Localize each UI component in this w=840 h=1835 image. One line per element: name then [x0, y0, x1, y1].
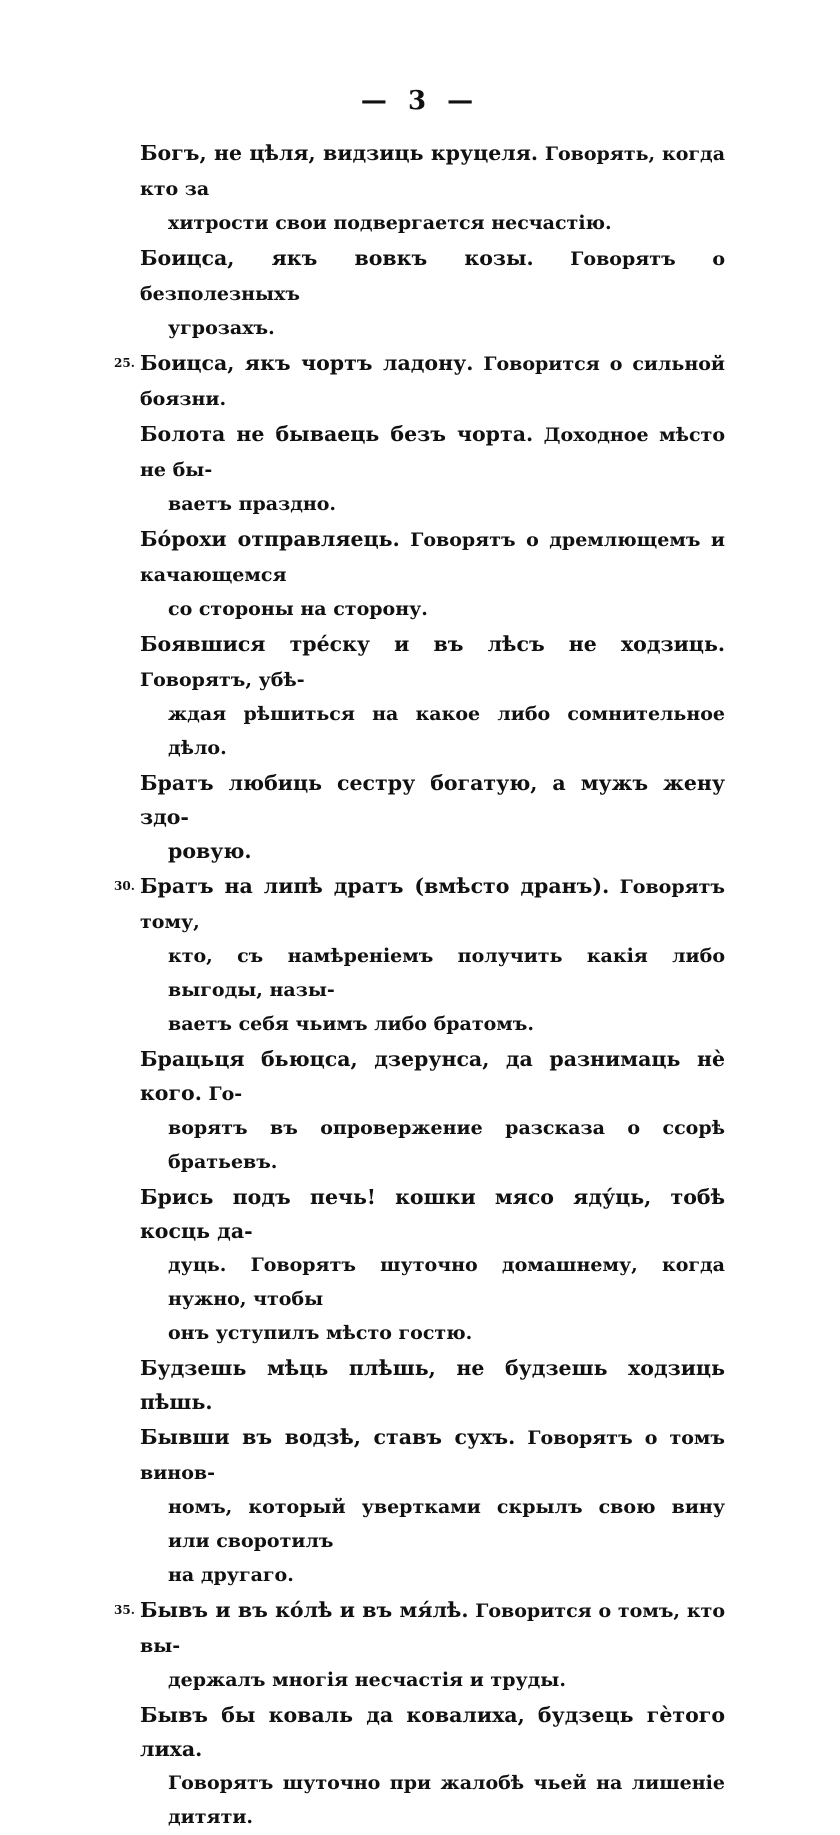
entry-number: 35. [114, 1603, 135, 1617]
proverb-text: Брись подъ печь! кошки мясо яду́ць, тобѣ косць да- [140, 1185, 725, 1243]
explanation-continuation: со стороны на сторону. [168, 598, 428, 620]
proverb-list [114, 136, 726, 1835]
proverb-continuation: ровую. [168, 839, 252, 863]
proverb-text: Боицса, якъ вовкъ козы. [140, 246, 534, 270]
entry-number: 25. [114, 356, 135, 370]
list-item [140, 241, 725, 345]
list-item [114, 346, 725, 416]
list-item [140, 1351, 725, 1419]
proverb-text: Бо́рохи отправляець. [140, 527, 400, 551]
explanation-continuation: номъ, который увертками скрылъ свою вину или своротилъ [168, 1496, 725, 1552]
explanation-text: Говорится о томъ, кто вы- [140, 1600, 725, 1657]
explanation-continuation: ваетъ праздно. [168, 493, 337, 515]
list-item [140, 1180, 725, 1350]
proverb-text: Боицса, якъ чортъ ладону. [140, 351, 474, 375]
list-item [140, 522, 725, 626]
explanation-continuation: угрозахъ. [168, 317, 275, 339]
explanation-text: Говорятъ о дремлющемъ и качающемся [140, 529, 725, 586]
list-item [140, 136, 725, 240]
list-item [140, 1698, 725, 1834]
proverb-text: Боявшися тре́ску и въ лѣсъ не ходзиць. [140, 632, 725, 656]
explanation-text: Говорятъ тому, [140, 876, 725, 933]
proverb-text: Братъ на липѣ дратъ (вмѣсто дранъ). [140, 874, 610, 898]
explanation-continuation: онъ уступилъ мѣсто гостю. [168, 1322, 473, 1344]
proverb-text: Бывъ бы коваль да ковалиха, будзець гѐтого лиха. [140, 1703, 725, 1761]
proverb-text: Бывши въ водзѣ, ставъ сухъ. [140, 1425, 516, 1449]
explanation-text: Говорятъ о безполезныхъ [140, 248, 725, 305]
explanation-text: Говорится о сильной боязни. [140, 353, 725, 410]
explanation-continuation: ждая рѣшиться на какое либо сомнительное дѣло. [168, 703, 725, 759]
explanation-continuation: хитрости свои подвергается несчастію. [168, 212, 612, 234]
explanation-continuation: держалъ многія несчастія и труды. [168, 1669, 566, 1691]
list-item [140, 627, 725, 765]
explanation-continuation: кто, съ намѣреніемъ получить какія либо выгоды, назы- [168, 945, 725, 1001]
explanation-text: Говорятъ о томъ винов- [140, 1427, 725, 1484]
proverb-text: Братъ любиць сестру богатую, а мужъ жену здо- [140, 771, 725, 829]
explanation-text: Говорятъ, убѣ- [140, 669, 305, 691]
explanation-continuation: на другаго. [168, 1564, 294, 1586]
explanation-text: Го- [201, 1083, 243, 1105]
list-item [140, 417, 725, 521]
proverb-text: Будзешь мѣць плѣшь, не будзешь ходзиць пѣшь. [140, 1356, 725, 1414]
explanation-continuation: ваетъ себя чьимъ либо братомъ. [168, 1013, 534, 1035]
list-item [140, 1042, 725, 1179]
explanation-text: Доходное мѣсто не бы- [140, 424, 725, 481]
list-item [114, 869, 725, 1041]
list-item [114, 1593, 725, 1697]
proverb-text: Бывъ и въ ко́лѣ и въ мя́лѣ. [140, 1598, 469, 1622]
entry-number: 30. [114, 879, 135, 893]
page-number: — 3 — [360, 86, 480, 116]
proverb-text: Брацьця бьюцса, дзерунса, да разнимаць нѐ кого. [140, 1047, 725, 1105]
list-item [140, 766, 725, 868]
proverb-text: Богъ, не цѣля, видзиць круцеля. [140, 141, 539, 165]
explanation-continuation: ворятъ въ опровержение разсказа о ссорѣ братьевъ. [168, 1117, 725, 1173]
explanation-continuation: Говорятъ шуточно при жалобѣ чьей на лишеніе дитяти. [168, 1772, 725, 1828]
explanation-continuation: дуць. Говорятъ шуточно домашнему, когда нужно, чтобы [168, 1254, 725, 1310]
proverb-text: Болота не бываець безъ чорта. [140, 422, 534, 446]
list-item [140, 1420, 725, 1592]
explanation-text: Говорять, когда кто за [140, 143, 726, 200]
